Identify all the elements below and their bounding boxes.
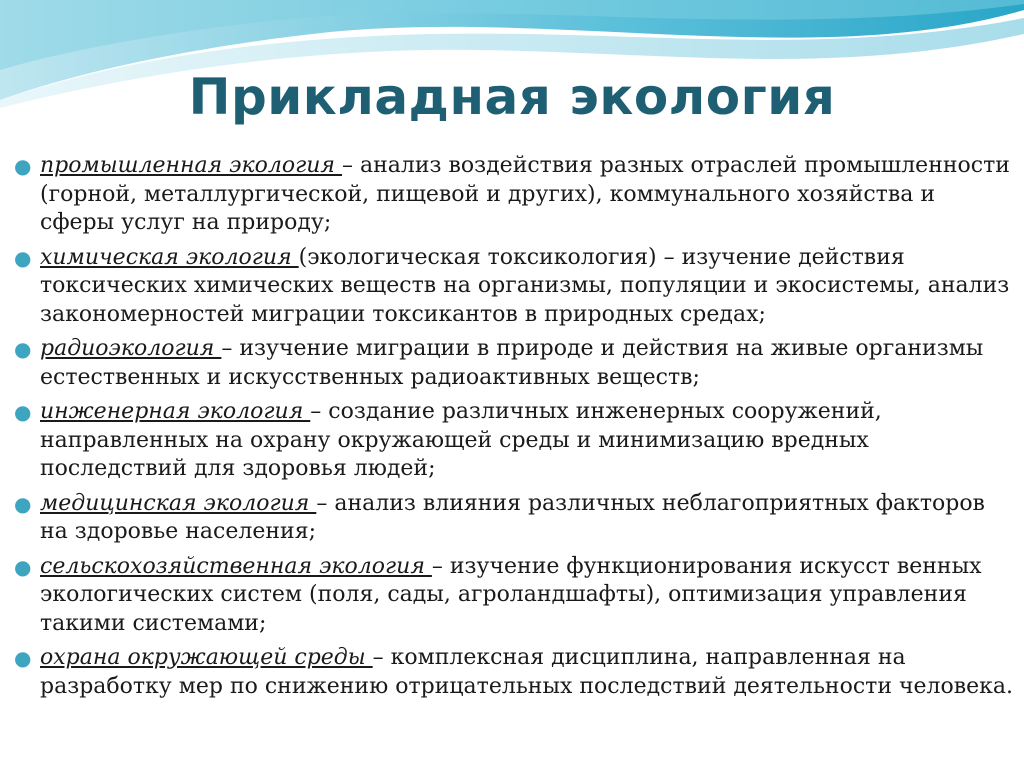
item-term: химическая экология (40, 244, 299, 270)
item-term: инженерная экология (40, 399, 311, 424)
item-term: медицинская экология (40, 490, 317, 516)
list-item (14, 398, 1014, 484)
round-bullet-icon: ● (14, 646, 32, 670)
item-term: радиоэкология (40, 336, 222, 361)
item-text: – анализ влияния различных неблагоприятных факторов на здоровье населения; (40, 490, 985, 544)
list-item (14, 152, 1014, 238)
item-term: охрана окружающей среды (40, 645, 373, 670)
item-text: (экологическая токсикология) – изучение действия токсических химических веществ на организмы, популяции и экосистемы, анализ закономерностей миграции токсикантов в природных средах; (40, 244, 1010, 327)
item-text: – изучение функционирования искусст венных экологических систем (поля, сады, агроландшафты), оптимизация управления такими системами; (40, 553, 982, 636)
round-bullet-icon: ● (14, 400, 32, 424)
round-bullet-icon: ● (14, 491, 32, 516)
slide-title: Прикладная экология (188, 68, 836, 126)
item-text: – создание различных инженерных сооружений, направленных на охрану окружающей среды и минимизацию вредных последствий для здоровья людей; (40, 399, 882, 481)
list-item (14, 335, 1014, 392)
item-text: – анализ воздействия разных отраслей промышленности (горной, металлургической, пищевой и других), коммунального хозяйства и сферы услуг на природу; (40, 153, 1010, 235)
round-bullet-icon: ● (14, 554, 32, 579)
item-term: сельскохозяйственная экология (40, 553, 432, 579)
item-text: – изучение миграции в природе и действия на живые организмы естественных и искусственных радиоактивных веществ; (40, 336, 984, 390)
list-item (14, 490, 1014, 547)
list-item (14, 553, 1014, 639)
list-item (14, 644, 1014, 701)
round-bullet-icon: ● (14, 245, 32, 270)
item-term: промышленная экология (40, 153, 342, 178)
item-text: – комплексная дисциплина, направленная на разработку мер по снижению отрицательных последствий деятельности человека. (40, 645, 1014, 699)
list-item (14, 244, 1014, 330)
bullet-list (14, 152, 1014, 707)
round-bullet-icon: ● (14, 154, 32, 178)
round-bullet-icon: ● (14, 337, 32, 361)
